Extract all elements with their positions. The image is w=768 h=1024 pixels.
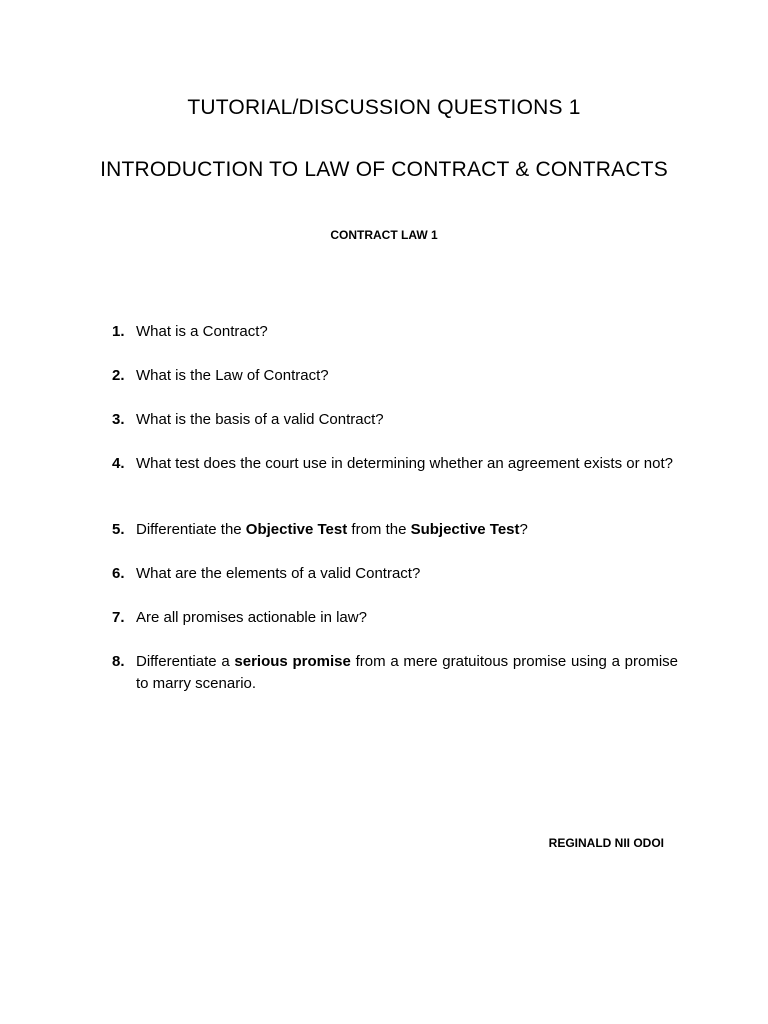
question-item [112, 365, 678, 387]
question-text: What is a Contract? [136, 323, 268, 340]
document-heading: INTRODUCTION TO LAW OF CONTRACT & CONTRACTS [100, 158, 668, 181]
question-number: 4. [112, 455, 125, 472]
question-item [112, 607, 678, 629]
question-text: What is the Law of Contract? [136, 367, 329, 384]
question-text [136, 651, 678, 695]
document-title: TUTORIAL/DISCUSSION QUESTIONS 1 [187, 96, 581, 119]
question-item [112, 409, 678, 431]
question-text-part: ? [519, 521, 528, 538]
question-item [112, 453, 678, 475]
question-number: 2. [112, 367, 125, 384]
question-text: What are the elements of a valid Contract? [136, 565, 421, 582]
question-text-part: Differentiate a [136, 653, 235, 670]
question-number: 8. [112, 653, 125, 670]
question-bold-term: Subjective Test [410, 521, 520, 538]
question-item [112, 519, 678, 541]
author-name: REGINALD NII ODOI [548, 836, 664, 850]
question-text: What is the basis of a valid Contract? [136, 411, 384, 428]
question-text [136, 519, 678, 541]
question-item [112, 563, 678, 585]
question-bold-term: serious promise [234, 653, 351, 670]
question-text: What test does the court use in determining whether an agreement exists or not? [136, 455, 673, 472]
question-bold-term: Objective Test [245, 521, 348, 538]
question-number: 1. [112, 323, 125, 340]
course-subtitle: CONTRACT LAW 1 [330, 228, 438, 242]
question-text-part: from the [347, 521, 411, 538]
question-item [112, 651, 678, 695]
question-number: 7. [112, 609, 125, 626]
question-text-part: from a mere gratuitous promise using a promise to marry scenario. [136, 653, 678, 692]
question-number: 6. [112, 565, 125, 582]
question-number: 5. [112, 521, 125, 538]
question-item [112, 321, 678, 343]
question-text: Are all promises actionable in law? [136, 609, 367, 626]
question-number: 3. [112, 411, 125, 428]
question-text-part: Differentiate the [136, 521, 246, 538]
